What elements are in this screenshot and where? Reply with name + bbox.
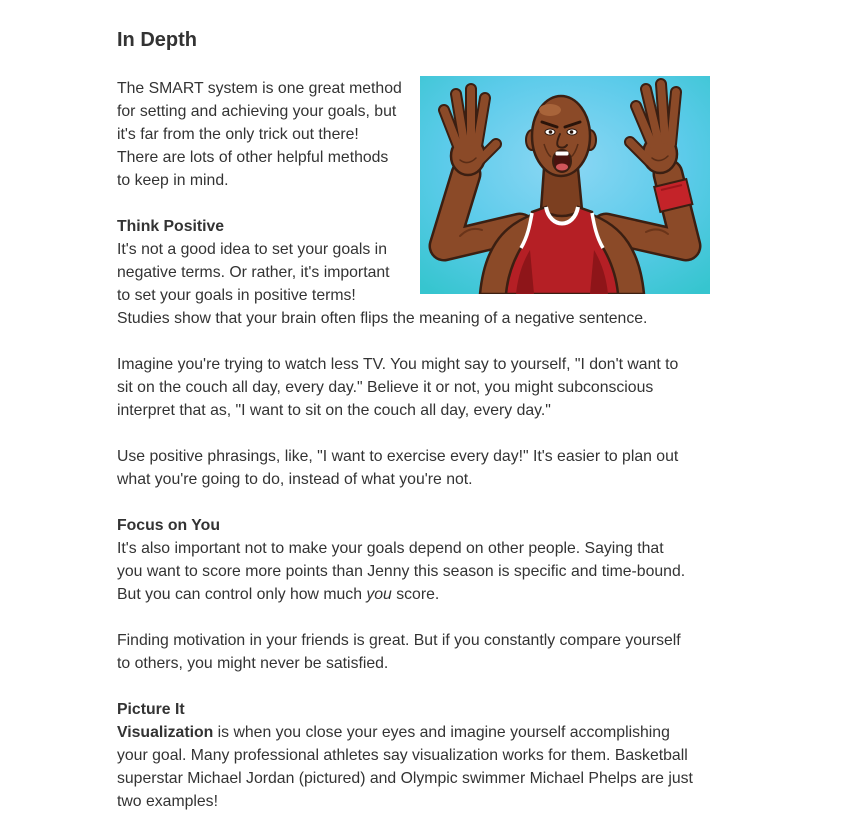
- section-title: Focus on You: [117, 516, 220, 534]
- text-line: The SMART system is one great method: [117, 79, 402, 97]
- text-line: your goal. Many professional athletes say visualization works for them. Basketball: [117, 746, 688, 764]
- intro-paragraph: [117, 77, 737, 192]
- text-line: what you're going to do, instead of what you're not.: [117, 470, 473, 488]
- text-line: negative terms. Or rather, it's important: [117, 263, 390, 281]
- text-line: you want to score more points than Jenny this season is specific and time-bound.: [117, 562, 686, 580]
- paragraph: [117, 353, 737, 422]
- text-segment: is when you close your eyes and imagine yourself accomplishing: [213, 723, 670, 741]
- text-line: Finding motivation in your friends is great. But if you constantly compare yourself: [117, 631, 681, 649]
- bold-term: Visualization: [117, 723, 214, 741]
- article-body: [117, 77, 737, 813]
- text-line: Studies show that your brain often flips the meaning of a negative sentence.: [117, 309, 648, 327]
- text-line: sit on the couch all day, every day." Believe it or not, you might subconscious: [117, 378, 654, 396]
- article-heading: In Depth: [117, 29, 197, 51]
- paragraph: [117, 238, 737, 330]
- text-line: it's far from the only trick out there!: [117, 125, 359, 143]
- emphasized-word: you: [366, 585, 392, 603]
- paragraph: [117, 537, 737, 606]
- paragraph: [117, 629, 737, 675]
- text-segment: score.: [391, 585, 440, 603]
- text-line: superstar Michael Jordan (pictured) and Olympic swimmer Michael Phelps are just: [117, 769, 693, 787]
- text-line: Imagine you're trying to watch less TV. You might say to yourself, "I don't want to: [117, 355, 679, 373]
- text-line: to keep in mind.: [117, 171, 229, 189]
- text-line: interpret that as, "I want to sit on the couch all day, every day.": [117, 401, 551, 419]
- text-line: Use positive phrasings, like, "I want to exercise every day!" It's easier to plan out: [117, 447, 679, 465]
- text-line: two examples!: [117, 792, 218, 810]
- paragraph: [117, 445, 737, 491]
- text-line: for setting and achieving your goals, but: [117, 102, 397, 120]
- section-title: Picture It: [117, 700, 185, 718]
- text-line: to others, you might never be satisfied.: [117, 654, 389, 672]
- text-line: [117, 583, 737, 606]
- paragraph: [117, 721, 737, 813]
- section-focus-on-you: [117, 514, 737, 675]
- section-title: Think Positive: [117, 217, 225, 235]
- text-segment: But you can control only how much: [117, 585, 367, 603]
- text-line: to set your goals in positive terms!: [117, 286, 356, 304]
- text-line: [117, 721, 737, 744]
- section-think-positive: [117, 215, 737, 491]
- text-line: There are lots of other helpful methods: [117, 148, 389, 166]
- section-picture-it: [117, 698, 737, 813]
- text-line: It's not a good idea to set your goals in: [117, 240, 387, 258]
- text-line: It's also important not to make your goals depend on other people. Saying that: [117, 539, 664, 557]
